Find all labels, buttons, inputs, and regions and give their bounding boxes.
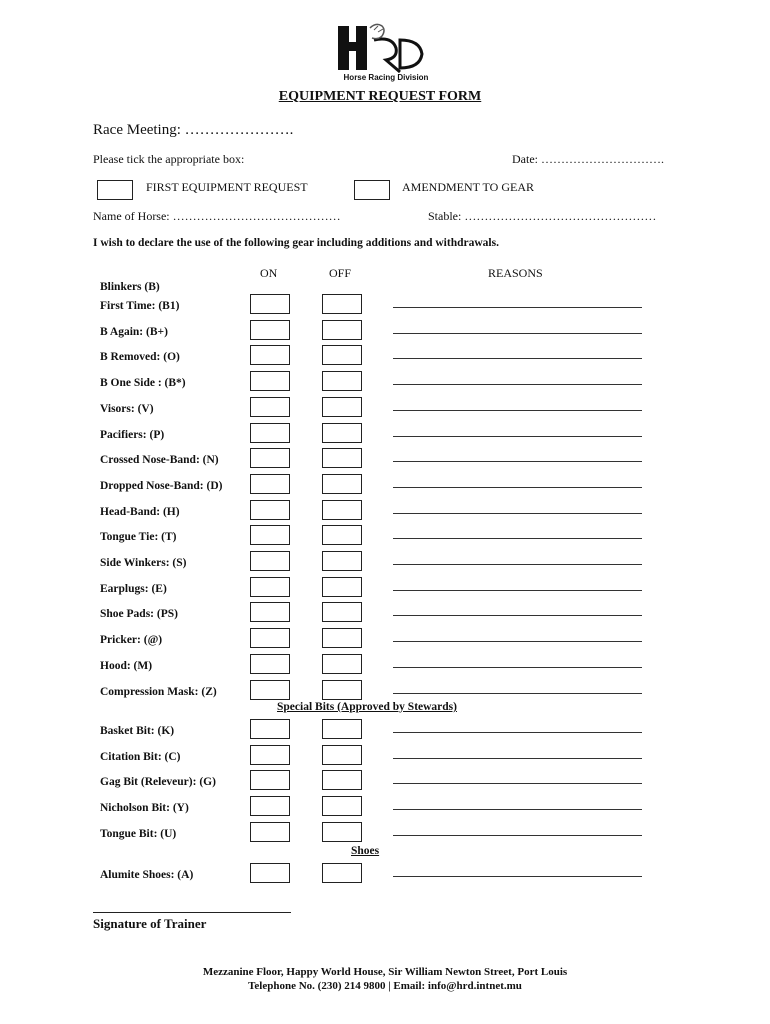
on-column-header: ON [260, 266, 278, 280]
gear-label: B Again: (B+) [100, 325, 168, 338]
reason-line[interactable] [393, 384, 642, 385]
reason-line[interactable] [393, 487, 642, 488]
reason-line[interactable] [393, 732, 642, 733]
gear-label: Shoe Pads: (PS) [100, 608, 178, 621]
off-checkbox[interactable] [322, 796, 362, 816]
off-checkbox[interactable] [322, 423, 362, 443]
off-checkbox[interactable] [322, 397, 362, 417]
gear-label: Citation Bit: (C) [100, 750, 181, 763]
reason-line[interactable] [393, 615, 642, 616]
off-checkbox[interactable] [322, 745, 362, 765]
on-checkbox[interactable] [250, 474, 290, 494]
on-checkbox[interactable] [250, 423, 290, 443]
off-checkbox[interactable] [322, 863, 362, 883]
reasons-column-header: REASONS [488, 266, 543, 280]
on-checkbox[interactable] [250, 525, 290, 545]
on-checkbox[interactable] [250, 551, 290, 571]
gear-label: Tongue Tie: (T) [100, 531, 177, 544]
race-meeting-field[interactable]: Race Meeting: …………………. [93, 122, 294, 138]
first-request-checkbox[interactable] [97, 180, 133, 200]
reason-line[interactable] [393, 410, 642, 411]
on-checkbox[interactable] [250, 719, 290, 739]
date-field[interactable]: Date: …………………………. [512, 152, 664, 166]
off-checkbox[interactable] [322, 448, 362, 468]
on-checkbox[interactable] [250, 397, 290, 417]
off-checkbox[interactable] [322, 345, 362, 365]
blinkers-heading: Blinkers (B) [100, 281, 160, 293]
on-checkbox[interactable] [250, 448, 290, 468]
reason-line[interactable] [393, 641, 642, 642]
on-checkbox[interactable] [250, 654, 290, 674]
off-checkbox[interactable] [322, 551, 362, 571]
off-checkbox[interactable] [322, 770, 362, 790]
horse-name-field[interactable]: Name of Horse: …………………………………… [93, 209, 341, 223]
reason-line[interactable] [393, 783, 642, 784]
gear-label: First Time: (B1) [100, 300, 180, 312]
gear-label: Visors: (V) [100, 402, 154, 415]
on-checkbox[interactable] [250, 500, 290, 520]
on-checkbox[interactable] [250, 371, 290, 391]
off-checkbox[interactable] [322, 628, 362, 648]
off-checkbox[interactable] [322, 371, 362, 391]
gear-label: Side Winkers: (S) [100, 557, 187, 569]
off-checkbox[interactable] [322, 680, 362, 700]
form-title: EQUIPMENT REQUEST FORM [278, 89, 482, 104]
on-checkbox[interactable] [250, 345, 290, 365]
on-checkbox[interactable] [250, 577, 290, 597]
gear-label: B One Side : (B*) [100, 377, 186, 390]
off-checkbox[interactable] [322, 320, 362, 340]
off-checkbox[interactable] [322, 525, 362, 545]
footer-contact: Telephone No. (230) 214 9800 | Email: info@hrd.intnet.mu [248, 980, 522, 992]
on-checkbox[interactable] [250, 320, 290, 340]
reason-line[interactable] [393, 835, 642, 836]
reason-line[interactable] [393, 564, 642, 565]
on-checkbox[interactable] [250, 822, 290, 842]
first-request-label: FIRST EQUIPMENT REQUEST [146, 180, 308, 194]
on-checkbox[interactable] [250, 770, 290, 790]
off-checkbox[interactable] [322, 577, 362, 597]
gear-label: Tongue Bit: (U) [100, 827, 177, 840]
off-checkbox[interactable] [322, 474, 362, 494]
on-checkbox[interactable] [250, 745, 290, 765]
reason-line[interactable] [393, 513, 642, 514]
gear-label: Compression Mask: (Z) [100, 685, 217, 698]
gear-label: Crossed Nose-Band: (N) [100, 454, 219, 467]
gear-label: Gag Bit (Releveur): (G) [100, 776, 216, 789]
reason-line[interactable] [393, 461, 642, 462]
gear-label: Alumite Shoes: (A) [100, 869, 194, 881]
logo-caption: Horse Racing Division [343, 73, 429, 82]
instruction-text: Please tick the appropriate box: [93, 152, 245, 166]
reason-line[interactable] [393, 436, 642, 437]
off-checkbox[interactable] [322, 602, 362, 622]
off-checkbox[interactable] [322, 822, 362, 842]
on-checkbox[interactable] [250, 796, 290, 816]
gear-label: Nicholson Bit: (Y) [100, 802, 189, 815]
reason-line[interactable] [393, 358, 642, 359]
reason-line[interactable] [393, 538, 642, 539]
stable-field[interactable]: Stable: ………………………………………… [428, 209, 657, 223]
shoes-heading: Shoes [351, 845, 380, 857]
special-bits-heading: Special Bits (Approved by Stewards) [277, 701, 457, 713]
amendment-label: AMENDMENT TO GEAR [402, 180, 535, 194]
gear-label: Hood: (M) [100, 659, 153, 672]
on-checkbox[interactable] [250, 294, 290, 314]
off-checkbox[interactable] [322, 500, 362, 520]
on-checkbox[interactable] [250, 680, 290, 700]
on-checkbox[interactable] [250, 863, 290, 883]
on-checkbox[interactable] [250, 628, 290, 648]
footer-address: Mezzanine Floor, Happy World House, Sir William Newton Street, Port Louis [202, 966, 568, 978]
gear-label: Pacifiers: (P) [100, 428, 165, 441]
off-checkbox[interactable] [322, 294, 362, 314]
off-column-header: OFF [329, 266, 352, 280]
reason-line[interactable] [393, 667, 642, 668]
reason-line[interactable] [393, 307, 642, 308]
gear-label: Pricker: (@) [100, 634, 163, 647]
reason-line[interactable] [393, 876, 642, 877]
reason-line[interactable] [393, 590, 642, 591]
gear-label: Earplugs: (E) [100, 582, 167, 595]
reason-line[interactable] [393, 809, 642, 810]
gear-label: Dropped Nose-Band: (D) [100, 479, 223, 492]
declaration-text: I wish to declare the use of the following gear including additions and withdrawals. [93, 237, 499, 249]
reason-line[interactable] [393, 333, 642, 334]
on-checkbox[interactable] [250, 602, 290, 622]
amendment-checkbox[interactable] [354, 180, 390, 200]
off-checkbox[interactable] [322, 654, 362, 674]
reason-line[interactable] [393, 758, 642, 759]
gear-label: B Removed: (O) [100, 351, 180, 364]
signature-label: Signature of Trainer [93, 916, 207, 931]
gear-label: Basket Bit: (K) [100, 725, 175, 737]
gear-label: Head-Band: (H) [100, 505, 180, 518]
off-checkbox[interactable] [322, 719, 362, 739]
reason-line[interactable] [393, 693, 642, 694]
signature-line[interactable] [93, 912, 291, 913]
